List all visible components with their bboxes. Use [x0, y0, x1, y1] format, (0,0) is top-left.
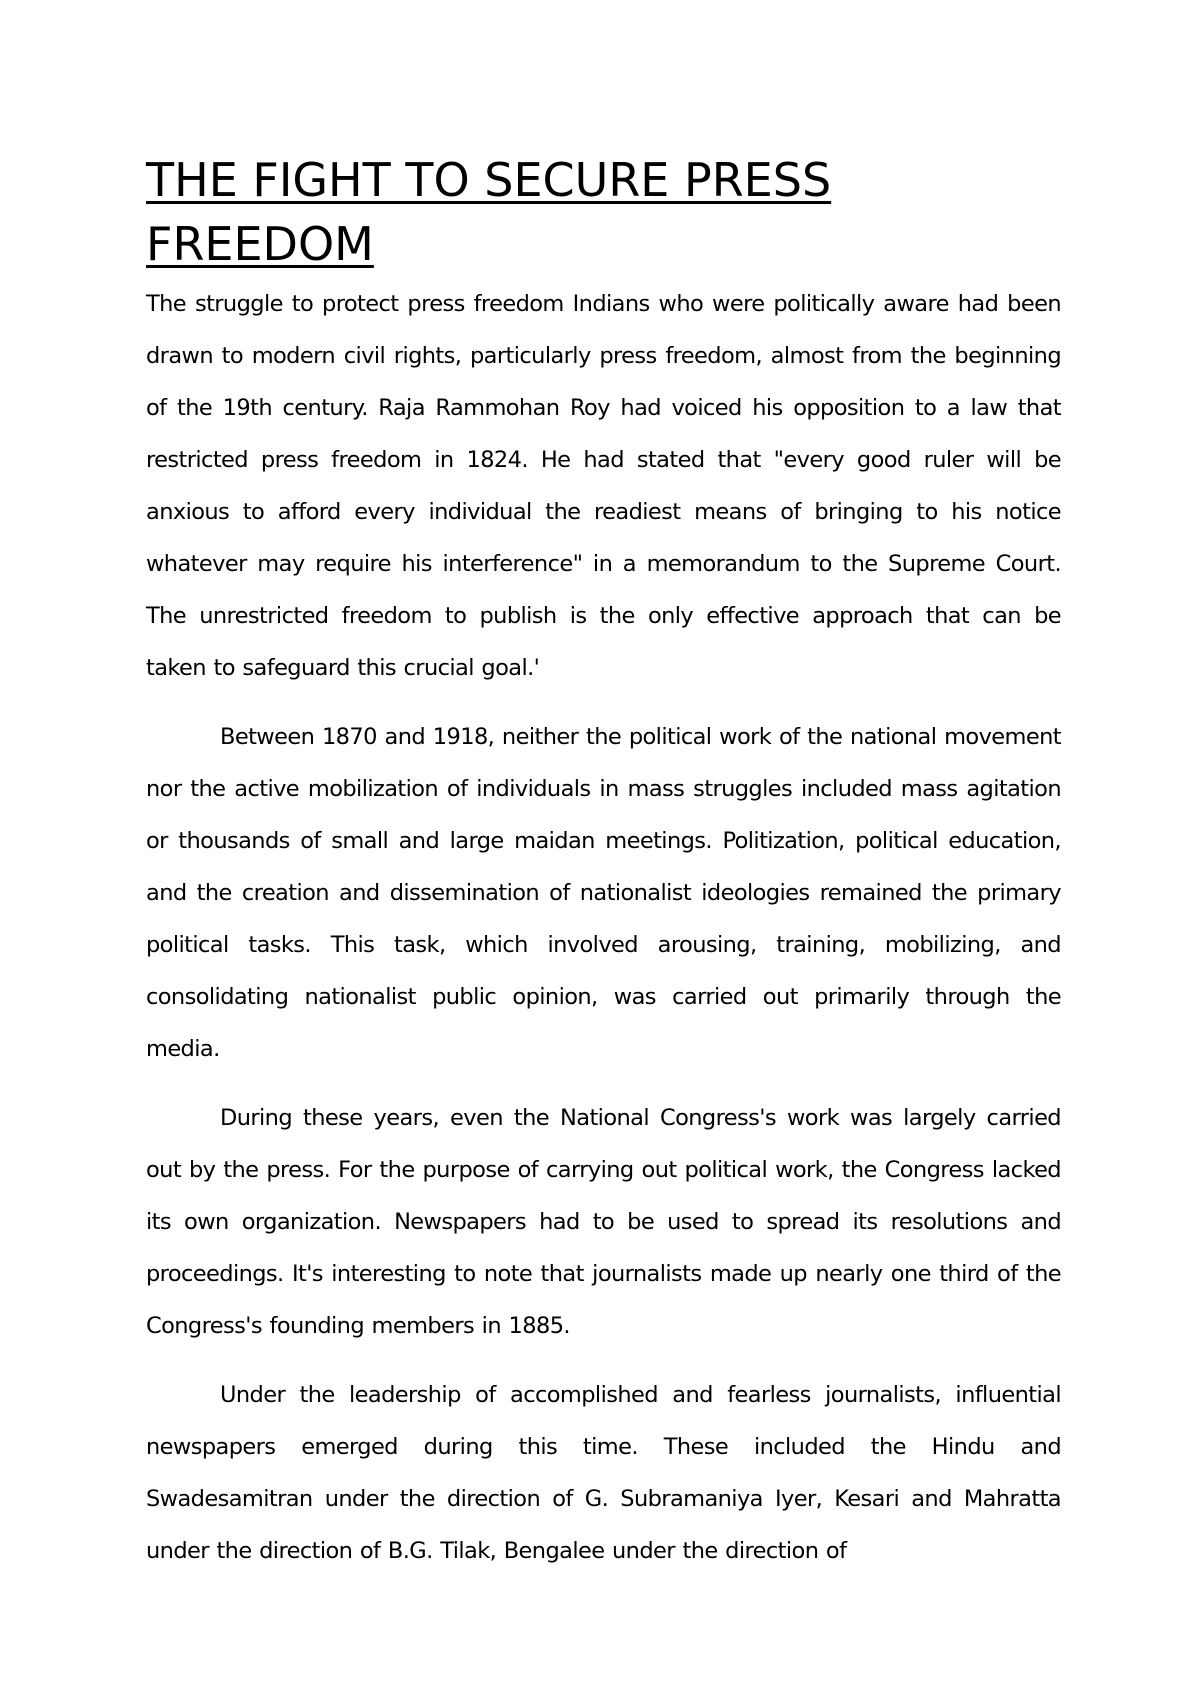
document-body	[146, 148, 1061, 1577]
paragraph-political-tasks: Between 1870 and 1918, neither the political work of the national movement nor the active mobilization of individuals in mass struggles included mass agitation or thousands of small and large maidan meetings. Politization, political education, and the creation and dissemination of nationalist ideologies remained the primary political tasks. This task, which involved arousing, training, mobilizing, and consolidating nationalist public opinion, was carried out primarily through the media.	[146, 724, 1061, 1062]
document-title: THE FIGHT TO SECURE PRESS FREEDOM	[146, 153, 832, 271]
paragraph-press-freedom-origins: The struggle to protect press freedom Indians who were politically aware had been drawn to modern civil rights, particularly press freedom, almost from the beginning of the 19th century. Raja Rammohan Roy had voiced his opposition to a law that restricted press freedom in 1824. He had stated that "every good ruler will be anxious to afford every individual the readiest means of bringing to his notice whatever may require his interference" in a memorandum to the Supreme Court. The unrestricted freedom to publish is the only effective approach that can be taken to safeguard this crucial goal.'	[146, 291, 1061, 681]
paragraph-influential-newspapers: Under the leadership of accomplished and fearless journalists, influential newspapers emerged during this time. These included the Hindu and Swadesamitran under the direction of G. Subramaniya Iyer, Kesari and Mahratta under the direction of B.G. Tilak, Bengalee under the direction of	[146, 1382, 1061, 1564]
paragraph-congress-press: During these years, even the National Congress's work was largely carried out by the press. For the purpose of carrying out political work, the Congress lacked its own organization. Newspapers had to be used to spread its resolutions and proceedings. It's interesting to note that journalists made up nearly one third of the Congress's founding members in 1885.	[146, 1105, 1061, 1339]
